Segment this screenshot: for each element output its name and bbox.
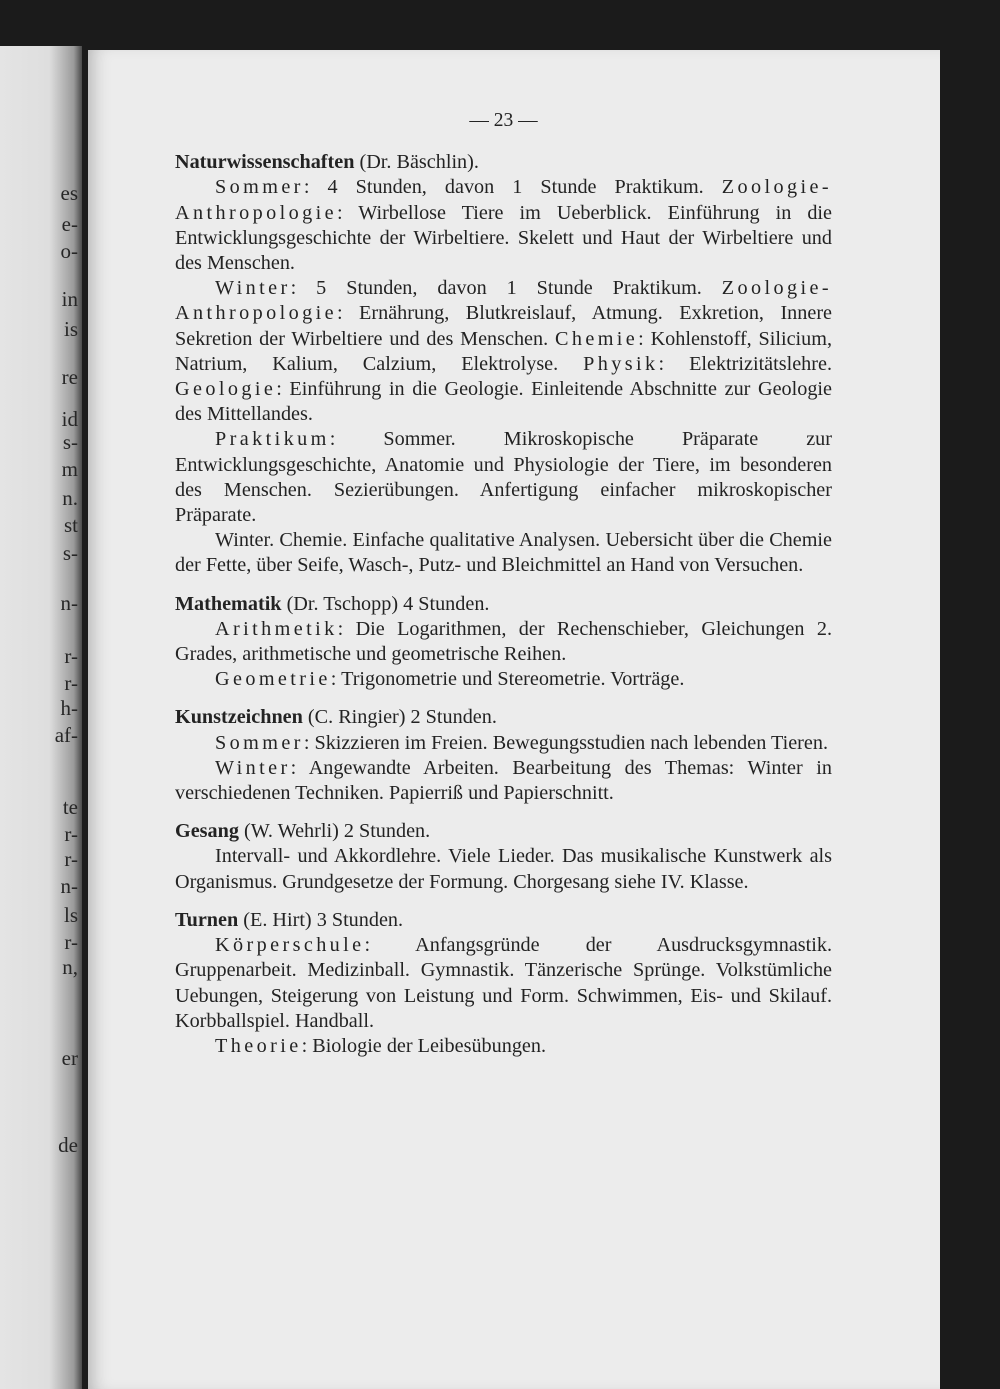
spaced-term: Zoologie-Anthropologie <box>175 176 832 224</box>
facing-page-fragment: r- <box>64 822 78 846</box>
section-heading <box>175 819 832 844</box>
sections-container <box>175 150 832 1059</box>
section-kunstzeichnen <box>175 705 832 806</box>
paragraph-text: : Einführung in die Geologie. Einleitende Abschnitte zur Geologie des Mittellandes. <box>175 378 832 426</box>
paragraph <box>175 731 832 756</box>
section-meta: (Dr. Tschopp) 4 Stunden. <box>281 592 490 615</box>
section-mathematik <box>175 592 832 693</box>
paragraph <box>175 1034 832 1059</box>
section-heading <box>175 908 832 933</box>
facing-page-fragment: es <box>60 181 78 205</box>
spaced-term: Chemie <box>554 327 639 350</box>
section-turnen <box>175 908 832 1059</box>
spaced-term: Physik <box>583 352 659 375</box>
facing-page-fragment: r- <box>64 847 78 871</box>
section-meta: (W. Wehrli) 2 Stunden. <box>238 820 431 843</box>
paragraph <box>175 528 832 578</box>
section-gesang <box>175 819 832 895</box>
facing-page-fragment: af- <box>54 723 78 747</box>
paragraph-text: : Anfangsgründe der Ausdrucksgymnastik. Gruppenarbeit. Medizinball. Gymnastik. Tänzerische Sprünge. Volkstümliche Uebungen, Steigerung von Leistung und Form. Schwimmen, Eis- und Skilauf. Korbballspiel. Handball. <box>175 934 832 1032</box>
paragraph-text: : Wirbellose Tiere im Ueberblick. Einführung in die Entwicklungsgeschichte der Wirbeltiere. Skelett und Haut der Wirbeltiere und des Menschen. <box>175 201 832 275</box>
paragraph-text: Intervall- und Akkordlehre. Viele Lieder. Das musikalische Kunstwerk als Organismus. Grundgesetze der Formung. Chorgesang siehe IV. Klasse. <box>175 845 832 893</box>
section-meta: (C. Ringier) 2 Stunden. <box>302 706 497 729</box>
spaced-term: Geometrie <box>215 668 331 691</box>
paragraph-text: : Sommer. Mikroskopische Präparate zur Entwicklungsgeschichte, Anatomie und Physiologie der Tiere, im besonderen des Menschen. Sezierübungen. Anfertigung einfacher mikroskopischer Präparate. <box>175 428 832 527</box>
facing-page-fragment: in <box>61 287 78 311</box>
facing-page-fragment: re <box>61 365 78 389</box>
book-page <box>88 50 940 1389</box>
paragraph <box>175 427 832 528</box>
section-title: Turnen <box>175 908 239 931</box>
facing-page-fragment: st <box>63 513 78 537</box>
facing-page-fragment: r- <box>64 644 78 668</box>
spaced-term: Körperschule <box>215 934 365 957</box>
section-title: Naturwissenschaften <box>175 151 355 174</box>
facing-page-fragment: n. <box>62 486 78 510</box>
facing-page-fragment: r- <box>64 930 78 954</box>
facing-page-fragment: de <box>58 1133 78 1157</box>
facing-page-fragment: ls <box>63 903 78 927</box>
paragraph-text: : Elektrizitätslehre. <box>658 352 832 375</box>
facing-page-edge <box>0 46 82 1389</box>
facing-page-fragment: n, <box>62 955 78 979</box>
section-heading <box>175 705 832 730</box>
paragraph <box>175 276 832 427</box>
facing-page-fragment: e- <box>61 212 78 236</box>
facing-page-fragment: n- <box>60 874 78 898</box>
paragraph <box>175 175 832 276</box>
paragraph-text: : Trigonometrie und Stereometrie. Vorträge. <box>330 668 685 691</box>
paragraph-text: : Angewandte Arbeiten. Bearbeitung des Themas: Winter in verschiedenen Techniken. Papierriß und Papierschnitt. <box>175 756 832 805</box>
facing-page-fragment: r- <box>64 671 78 695</box>
facing-page-fragment: is <box>63 317 78 341</box>
paragraph-text: Winter. Chemie. Einfache qualitative Analysen. Uebersicht über die Chemie der Fette, über Seife, Wasch-, Putz- und Bleichmittel an Hand von Versuchen. <box>175 529 832 577</box>
paragraph-text: : 5 Stunden, davon 1 Stunde Praktikum. <box>290 277 722 300</box>
facing-page-fragment: er <box>61 1046 78 1070</box>
spaced-term: Arithmetik <box>215 617 338 640</box>
facing-page-fragment: te <box>62 795 78 819</box>
section-title: Mathematik <box>175 592 282 615</box>
facing-page-fragment: s- <box>62 430 78 454</box>
section-naturwissenschaften <box>175 150 832 578</box>
paragraph <box>175 844 832 894</box>
facing-page-fragment: m <box>61 457 78 481</box>
section-title: Gesang <box>175 820 239 843</box>
paragraph-text: : 4 Stunden, davon 1 Stunde Praktikum. <box>303 176 722 199</box>
section-meta: (E. Hirt) 3 Stunden. <box>238 908 404 931</box>
spaced-term: Sommer <box>215 731 304 754</box>
spaced-term: Praktikum <box>215 428 330 451</box>
paragraph-text: : Die Logarithmen, der Rechenschieber, Gleichungen 2. Grades, arithmetische und geometrische Reihen. <box>175 617 832 666</box>
spaced-term: Geologie <box>175 378 277 401</box>
spaced-term: Winter <box>215 756 291 779</box>
paragraph <box>175 617 832 667</box>
paragraph <box>175 933 832 1034</box>
spaced-term: Theorie <box>215 1034 302 1057</box>
facing-page-fragment: o- <box>60 239 78 263</box>
section-heading <box>175 592 832 617</box>
section-title: Kunstzeichnen <box>175 706 303 729</box>
page-content <box>175 108 832 1072</box>
paragraph <box>175 667 832 692</box>
section-meta: (Dr. Bäschlin). <box>354 151 479 174</box>
paragraph-text: : Biologie der Leibesübungen. <box>301 1034 547 1057</box>
section-heading <box>175 150 832 175</box>
spaced-term: Sommer <box>215 176 304 199</box>
paragraph-text: : Ernährung, Blutkreislauf, Atmung. Exkretion, Innere Sekretion der Wirbeltiere und des Menschen. <box>175 302 832 350</box>
paragraph-text: : Kohlenstoff, Silicium, Natrium, Kalium, Calzium, Elektrolyse. <box>175 327 832 375</box>
facing-page-fragment: n- <box>60 591 78 615</box>
paragraph <box>175 756 832 806</box>
spaced-term: Winter <box>215 277 291 300</box>
spaced-term: Zoologie-Anthropologie <box>175 277 832 325</box>
facing-page-fragment: id <box>61 407 78 431</box>
facing-page-fragment: h- <box>60 696 78 720</box>
facing-page-fragment: s- <box>62 541 78 565</box>
page-number: — 23 — <box>469 110 538 131</box>
paragraph-text: : Skizzieren im Freien. Bewegungsstudien nach lebenden Tieren. <box>303 731 829 754</box>
